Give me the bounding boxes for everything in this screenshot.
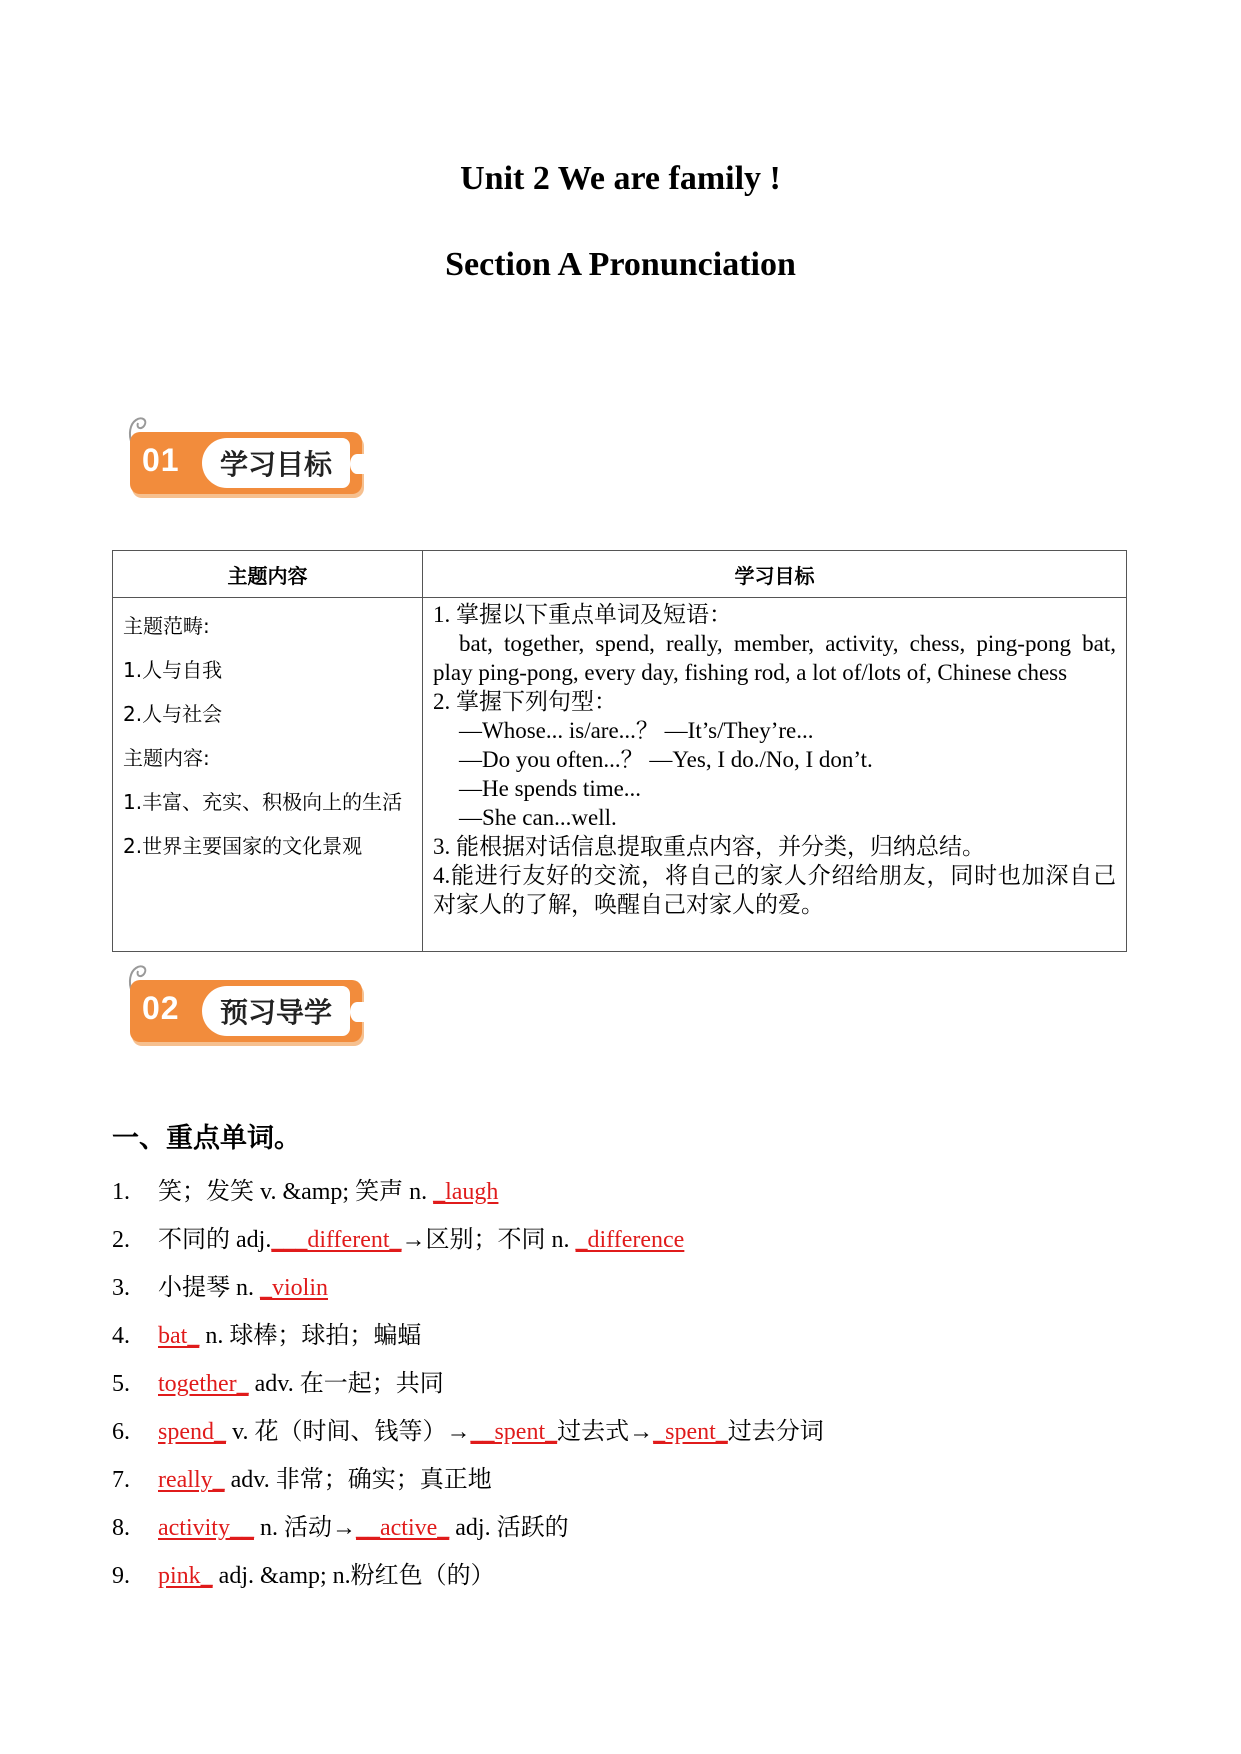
vocab-item [112, 1552, 824, 1600]
item-text: 小提琴 n. [158, 1275, 260, 1301]
item-number: 5. [112, 1371, 130, 1397]
topic-item: 2.世界主要国家的文化景观 [123, 834, 363, 858]
sentence-pattern: —She can...well. [459, 805, 617, 830]
objectives-cell [423, 598, 1127, 952]
col-header-topic: 主题内容 [113, 551, 423, 598]
topic-item: 2.人与社会 [123, 702, 223, 726]
topic-item: 1.丰富、充实、积极向上的生活 [123, 790, 403, 814]
vocab-item [112, 1312, 824, 1360]
answer-blank: __active_ [355, 1515, 450, 1541]
item-text: adv. 非常；确实；真正地 [224, 1467, 492, 1493]
item-number: 8. [112, 1515, 130, 1541]
topic-item: 主题内容: [123, 746, 210, 770]
answer-blank: _laugh [433, 1179, 499, 1205]
item-number: 2. [112, 1227, 130, 1253]
item-text: v. 花（时间、钱等）→ [226, 1419, 471, 1445]
badge-notch [350, 1002, 364, 1022]
item-text: adj. 活跃的 [449, 1515, 569, 1541]
badge-label-box [202, 986, 350, 1036]
answer-blank: pink_ [158, 1563, 213, 1589]
item-text: 不同的 adj. [158, 1227, 272, 1253]
learning-goals-table [112, 550, 1127, 952]
table-header-row [113, 551, 1127, 598]
item-number: 1. [112, 1179, 130, 1205]
item-number: 6. [112, 1419, 130, 1445]
topics-cell [113, 598, 423, 952]
table-row [113, 598, 1127, 952]
item-number: 4. [112, 1323, 130, 1349]
item-text: adv. 在一起；共同 [248, 1371, 444, 1397]
answer-blank: bat_ [158, 1323, 200, 1349]
sentence-pattern: —Do you often...？ —Yes, I do./No, I don’t. [459, 747, 873, 772]
section-heading-key-words: 一、重点单词。 [112, 1123, 301, 1153]
answer-blank: activity__ [158, 1515, 254, 1541]
item-text: 笑；发笑 v. &amp; 笑声 n. [158, 1179, 434, 1205]
badge-label: 学习目标 [219, 448, 332, 481]
topic-item: 1.人与自我 [123, 658, 223, 682]
item-number: 9. [112, 1563, 130, 1589]
item-text: →区别；不同 n. [401, 1227, 576, 1253]
objective-1-title: 1. 掌握以下重点单词及短语： [433, 602, 732, 627]
answer-blank: _spent_ [653, 1419, 728, 1445]
answer-blank: _difference [575, 1227, 685, 1253]
vocab-item [112, 1504, 824, 1552]
item-text: 过去分词 [727, 1419, 824, 1445]
answer-blank: together_ [158, 1371, 249, 1397]
section-badge-02 [122, 958, 372, 1048]
badge-label: 预习导学 [219, 996, 332, 1029]
vocab-item [112, 1168, 824, 1216]
answer-blank: ___different_ [271, 1227, 402, 1253]
objective-1-words: bat, together, spend, really, member, activity, chess, ping-pong bat, play ping-pong, every day, fishing rod, a lot of/lots of, Chinese chess [433, 631, 1116, 685]
badge-number: 02 [142, 990, 180, 1026]
answer-blank: spend_ [158, 1419, 226, 1445]
vocab-item [112, 1264, 824, 1312]
objective-4: 4.能进行友好的交流，将自己的家人介绍给朋友，同时也加深自己对家人的了解，唤醒自己对家人的爱。 [433, 863, 1116, 917]
answer-blank: __spent_ [470, 1419, 558, 1445]
item-text: n. 活动→ [253, 1515, 356, 1541]
section-badge-01 [122, 410, 372, 500]
document-title: Unit 2 We are family ! [460, 160, 781, 197]
answer-blank: _violin [260, 1275, 329, 1301]
topic-item: 主题范畴: [123, 614, 210, 638]
objective-2-title: 2. 掌握下列句型： [433, 689, 617, 714]
col-header-goals: 学习目标 [423, 551, 1127, 598]
badge-number: 01 [142, 442, 180, 478]
vocab-item [112, 1360, 824, 1408]
document-subtitle: Section A Pronunciation [445, 246, 796, 283]
answer-blank: really_ [158, 1467, 225, 1493]
item-number: 7. [112, 1467, 130, 1493]
vocab-item [112, 1456, 824, 1504]
vocab-item [112, 1408, 824, 1456]
item-text: n. 球棒；球拍；蝙蝠 [199, 1323, 422, 1349]
item-number: 3. [112, 1275, 130, 1301]
item-text: adj. &amp; n.粉红色（的） [212, 1563, 495, 1589]
sentence-pattern: —Whose... is/are...？ —It’s/They’re... [459, 718, 814, 743]
sentence-pattern: —He spends time... [459, 776, 642, 801]
badge-notch [350, 454, 364, 474]
vocab-item [112, 1216, 824, 1264]
vocab-list [112, 1168, 824, 1600]
objective-3: 3. 能根据对话信息提取重点内容，并分类，归纳总结。 [433, 834, 985, 859]
badge-label-box [202, 438, 350, 488]
item-text: 过去式→ [557, 1419, 654, 1445]
